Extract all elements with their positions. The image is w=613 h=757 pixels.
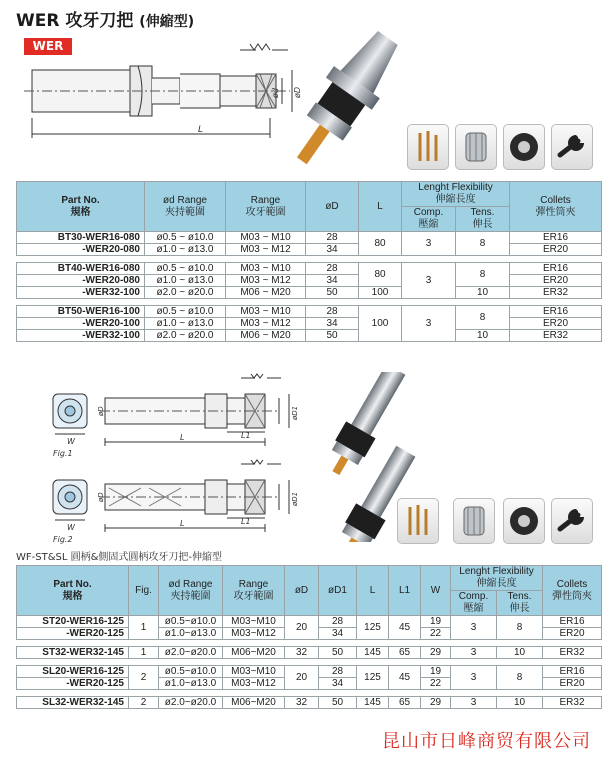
table-row: BT30-WER16-080 ø0.5 ~ ø10.0 M03 ~ M10 28 80 3 8 ER16 [17, 232, 602, 244]
fig1-w-label: W [67, 437, 75, 446]
fig2-caption: Fig.2 [53, 535, 73, 544]
fig1-oD1-label: øD1 [291, 405, 299, 420]
table-row: BT50-WER16-100 ø0.5 ~ ø10.0 M03 ~ M10 28 100 3 8 ER16 [17, 306, 602, 318]
taps-icon-2 [397, 498, 439, 544]
th2-oD1: øD1 [319, 566, 357, 616]
table-row: -WER32-100 ø2.0 ~ ø20.0 M06 ~ M20 50 100 10 ER32 [17, 287, 602, 299]
bt-holder-drawing [20, 40, 315, 150]
th-flex: Lenght Flexibility 伸縮長度 [402, 182, 510, 207]
wer-badge: WER [24, 38, 72, 55]
table-row: -WER20-100 ø1.0 ~ ø13.0 M03 ~ M12 34 ER20 [17, 318, 602, 330]
fig1-l1-label: L1 [241, 431, 251, 440]
th2-collets: Collets 彈性筒夾 [543, 566, 602, 616]
dim-l-label: L [198, 125, 204, 135]
th2-fig: Fig. [129, 566, 159, 616]
th-part-no: Part No. 規格 [17, 182, 145, 232]
fig2-drawing [45, 458, 305, 546]
table-row: -WER32-100 ø2.0 ~ ø20.0 M06 ~ M20 50 10 ER32 [17, 330, 602, 342]
fig2-oD-label: øD [97, 492, 105, 502]
fig1-oD-label: øD [97, 406, 105, 416]
fig1-caption: Fig.1 [53, 449, 73, 458]
page-title [16, 6, 194, 31]
th2-flex: Lenght Flexibility 伸縮長度 [451, 566, 543, 591]
th-comp: Comp. 壓縮 [402, 207, 456, 232]
th2-range: Range 攻牙範圍 [223, 566, 285, 616]
section2-title: WF-ST&SL 圓柄&側固式圓柄攻牙刀把-伸縮型 [16, 552, 223, 563]
wrench-icon [551, 124, 593, 170]
fig2-oD1-label: øD1 [291, 491, 299, 506]
table-row: ST32-WER32-145 1 ø2.0~ø20.0 M06~M20 32 50 145 65 29 3 10 ER32 [17, 647, 602, 659]
th2-L1: L1 [389, 566, 421, 616]
th-L: L [359, 182, 402, 232]
dim-od-label: ød [271, 88, 280, 98]
table-row: -WER20-080 ø1.0 ~ ø13.0 M03 ~ M12 34 ER20 [17, 244, 602, 256]
fig1-l-label: L [180, 433, 185, 442]
collet-icon-2 [453, 498, 495, 544]
fig2-l1-label: L1 [241, 517, 251, 526]
th2-W: W [421, 566, 451, 616]
title-sub: (伸縮型) [139, 14, 195, 30]
collet-icon [455, 124, 497, 170]
title-main: WER 攻牙刀把 [16, 11, 134, 31]
bt-holder-photo [290, 22, 410, 172]
fig2-l-label: L [180, 519, 185, 528]
table-row: -WER20-125 ø1.0~ø13.0 M03~M12 34 22 ER20 [17, 628, 602, 640]
th2-L: L [357, 566, 389, 616]
th-collets: Collets 彈性筒夾 [510, 182, 602, 232]
th-oD: øD [306, 182, 359, 232]
bt-spec-table [16, 181, 602, 342]
st-sl-spec-table [16, 565, 602, 709]
taps-icon [407, 124, 449, 170]
dim-oD-label: øD [293, 86, 302, 98]
fig2-w-label: W [67, 523, 75, 532]
table-row: ST20-WER16-125 1 ø0.5~ø10.0 M03~M10 20 28 125 45 19 3 8 ER16 [17, 616, 602, 628]
nut-icon-2 [503, 498, 545, 544]
th-od-range: ød Range 夾持範圍 [145, 182, 226, 232]
th-tens: Tens. 伸長 [456, 207, 510, 232]
th2-oD: øD [285, 566, 319, 616]
fig1-drawing [45, 372, 305, 460]
table-row: -WER20-125 ø1.0~ø13.0 M03~M12 34 22 ER20 [17, 678, 602, 690]
table-row: -WER20-080 ø1.0 ~ ø13.0 M03 ~ M12 34 ER20 [17, 275, 602, 287]
th-range: Range 攻牙範圍 [226, 182, 306, 232]
th2-part-no: Part No. 規格 [17, 566, 129, 616]
th2-tens: Tens. 伸長 [497, 591, 543, 616]
table-row: SL32-WER32-145 2 ø2.0~ø20.0 M06~M20 32 50 145 65 29 3 10 ER32 [17, 697, 602, 709]
company-watermark: 昆山市日峰商贸有限公司 [382, 731, 591, 752]
th2-od-range: ød Range 夾持範圍 [159, 566, 223, 616]
nut-icon [503, 124, 545, 170]
wrench-icon-2 [551, 498, 593, 544]
table-row: SL20-WER16-125 2 ø0.5~ø10.0 M03~M10 20 28 125 45 19 3 8 ER16 [17, 666, 602, 678]
th2-comp: Comp. 壓縮 [451, 591, 497, 616]
table-row: BT40-WER16-080 ø0.5 ~ ø10.0 M03 ~ M10 28 80 3 8 ER16 [17, 263, 602, 275]
